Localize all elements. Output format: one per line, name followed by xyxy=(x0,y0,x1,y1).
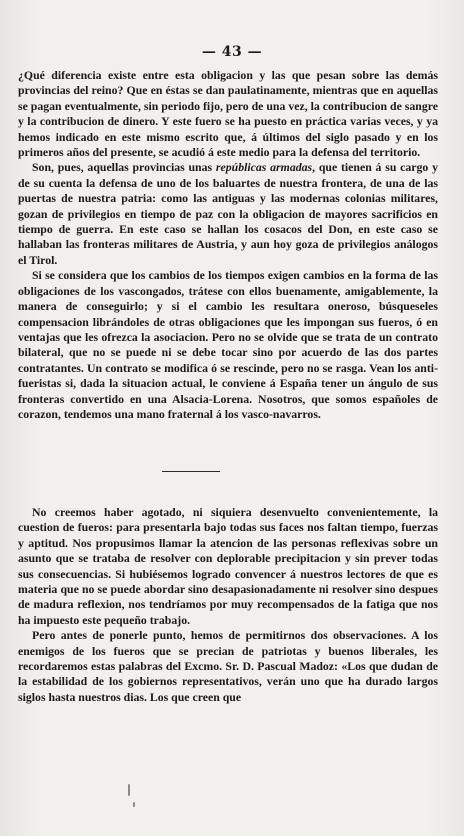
paragraph: Pero antes de ponerle punto, hemos de permitirnos dos observaciones. A los enemigos de los fueros que se precian de patriotas y buenos liberales, les recordaremos estas palabras del Excmo. Sr. D. Pascual Madoz: «Los que dudan de la estabilidad de los gobiernos representativos, verán uno que ha durado largos siglos hasta nuestros dias. Los que creen que xyxy=(18,628,438,704)
emphasis-text: repúblicas armadas xyxy=(215,160,313,175)
paragraph: Si se considera que los cambios de los tiempos exigen cambios en la forma de las obligaciones de los vascongados, trátese con ellos buenamente, amigablemente, la manera de conseguirlo; y si el cambio les resultara oneroso, búsqueseles compensacion librándoles de otras obligaciones que les impongan sus fueros, ó en ventajas que les ofrezca la asociacion. Pero no se olvide que se trata de un contrato bilateral, que no se puede ni se debe tocar sino por acuerdo de las dos partes contratantes. Un contrato se modifica ó se rescinde, pero no se rasga. Vean los anti-fueristas si, dada la situacion actual, le conviene á España tener un ángulo de sus fronteras convertido en una Alsacia-Lorena. Nosotros, que somos españoles de corazon, tendemos una mano fraternal á los vasco-navarros. xyxy=(18,268,438,421)
section-divider xyxy=(162,471,220,472)
text-block-bottom xyxy=(18,505,438,705)
page-number: — 43 — xyxy=(201,44,263,60)
text-block-top xyxy=(18,68,438,422)
text-run: Son, pues, aquellas provincias unas xyxy=(32,160,213,175)
text-run: , que tienen á su cargo y de su cuenta la defensa de uno de los baluartes de nuestra frontera, de una de las puertas de nuestra patria: como las antiguas y las modernas colonias militares, gozan de privilegios en tiempo de paz con la obligacion de mayores sacrificios en tiempo de guerra. En este caso se hallan los cosacos del Don, en este caso se hallaban las fronteras militares de Austria, y aun hoy goza de privilegios análogos el Tirol. xyxy=(18,160,438,267)
paragraph: No creemos haber agotado, ni siquiera desenvuelto convenientemente, la cuestion de fueros: para presentarla bajo todas sus faces nos faltan tiempo, fuerzas y aptitud. Nos propusimos llamar la atencion de las personas reflexivas sobre un asunto que se trataba de resolver con deplorable precipitacion y sin prever todas sus consecuencias. Si hubiésemos logrado convencer á nuestros lectores de que es materia que no se puede abordar sino desapasionadamente ni resolver sino despues de madura reflexion, nos tendríamos por muy recompensados de la fatiga que nos ha impuesto este pequeño trabajo. xyxy=(18,505,438,627)
paper-speck xyxy=(133,802,135,807)
paragraph: ¿Qué diferencia existe entre esta obligacion y las que pesan sobre las demás provincias del reino? Que en éstas se dan paulatinamente, mientras que en aquellas se pagan eventualmente, sin periodo fijo, pero de una vez, la contribucion de sangre y la contribucion de dinero. Y este fuero se ha puesto en práctica varias veces, y ya hemos indicado en este mismo escrito que, á últimos del siglo pasado y en los primeros años del presente, se acudió á este medio para la defensa del territorio. xyxy=(18,68,438,160)
paragraph xyxy=(18,160,438,268)
paper-speck xyxy=(128,784,130,796)
